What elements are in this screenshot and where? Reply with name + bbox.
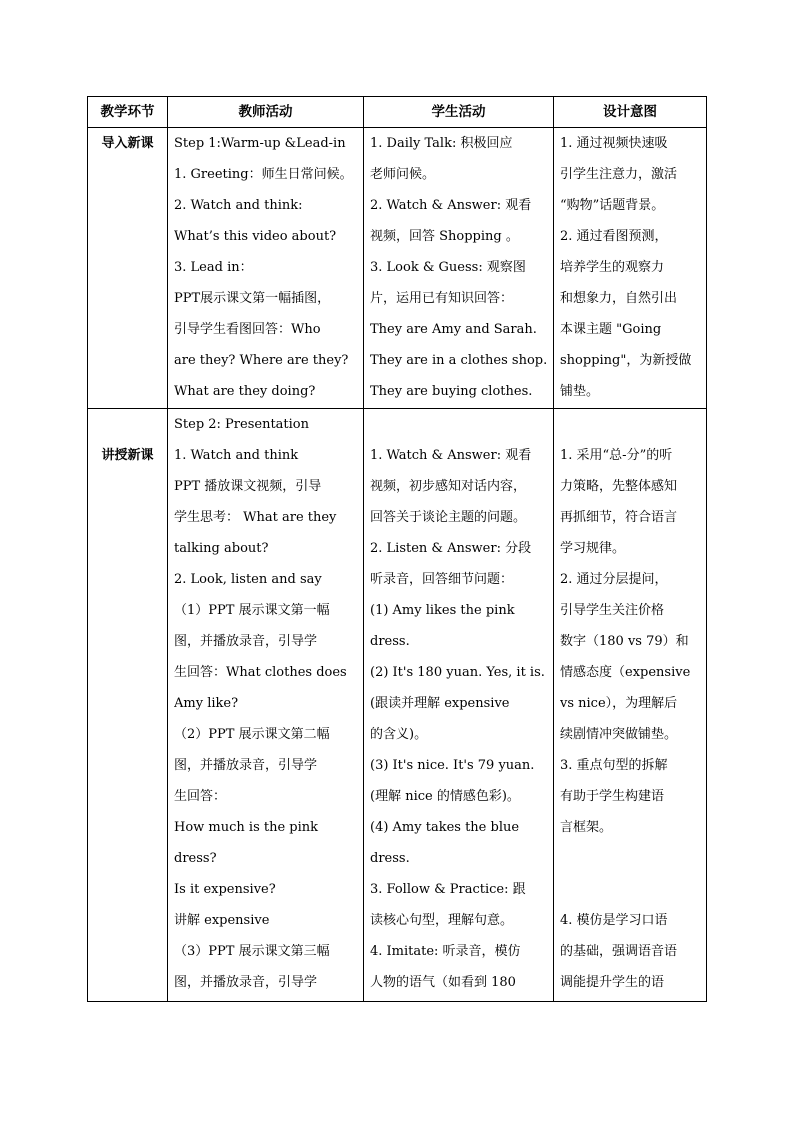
teacher-text-line: 引导学生看图回答：Who [174, 322, 321, 337]
intent-text-line: 引导学生关注价格 [560, 603, 665, 618]
student-text-line: 听录音，回答细节问题： [370, 572, 514, 587]
student-text-line: 3. Look & Guess: 观察图 [370, 260, 526, 275]
teacher-text-line: PPT展示课文第一幅插图， [174, 291, 331, 306]
student-text-line: dress. [370, 851, 410, 866]
header-teacher-activity: 教师活动 [168, 97, 364, 128]
student-text-line: 4. Imitate: 听录音，模仿 [370, 944, 521, 959]
intent-text-line: 本课主题 "Going [560, 322, 662, 337]
student-activity-cell [364, 128, 554, 409]
student-activity-cell [364, 409, 554, 1002]
student-text-line: They are Amy and Sarah. [370, 322, 537, 337]
student-text-line: 读核心句型，理解句意。 [370, 913, 514, 928]
teacher-text-line: 1. Greeting：师生日常问候。 [174, 167, 353, 182]
teacher-text-line: （2）PPT 展示课文第二幅 [174, 727, 330, 742]
header-design-intent: 设计意图 [554, 97, 707, 128]
blank-line [560, 874, 700, 905]
teacher-text-line: dress? [174, 851, 217, 866]
intent-text-line: 1. 通过视频快速吸 [560, 136, 668, 151]
student-text-line: 2. Listen & Answer: 分段 [370, 541, 532, 556]
teacher-text-line: （3）PPT 展示课文第三幅 [174, 944, 330, 959]
intent-text-line: 续剧情冲突做铺垫。 [560, 727, 678, 742]
teacher-text-line: Step 2: Presentation [174, 417, 310, 432]
teacher-text-line: are they? Where are they? [174, 353, 349, 368]
teacher-text-line: 讲解 expensive [174, 913, 270, 928]
intent-text-line: 力策略，先整体感知 [560, 479, 678, 494]
intent-text-line: shopping"，为新授做 [560, 353, 692, 368]
student-text-line: (4) Amy takes the blue [370, 820, 520, 835]
intent-text-line: 和想象力，自然引出 [560, 291, 678, 306]
intent-text-line: 2. 通过看图预测， [560, 229, 668, 244]
student-text-line: (理解 nice 的情感色彩)。 [370, 789, 520, 804]
intent-text-line: 言框架。 [560, 820, 613, 835]
design-intent-cell [554, 128, 707, 409]
blank-line [560, 409, 700, 440]
teacher-text-line: 3. Lead in： [174, 260, 253, 275]
teacher-text-line: 学生思考： What are they [174, 510, 337, 525]
intent-text-line: 学习规律。 [560, 541, 626, 556]
student-text-line: They are in a clothes shop. [370, 353, 547, 368]
student-text-line: 2. Watch & Answer: 观看 [370, 198, 532, 213]
teacher-activity-cell [168, 128, 364, 409]
teacher-text-line: 图，并播放录音，引导学 [174, 975, 318, 990]
header-stage: 教学环节 [88, 97, 168, 128]
teacher-text-line: 2. Watch and think: [174, 198, 303, 213]
teacher-text-line: talking about? [174, 541, 269, 556]
teacher-text-line: PPT 播放课文视频，引导 [174, 479, 322, 494]
teacher-text-line: 生回答： [174, 789, 227, 804]
table-header-row [88, 97, 707, 128]
student-text-line: 片，运用已有知识回答： [370, 291, 514, 306]
intent-text-line: 数字（180 vs 79）和 [560, 634, 689, 649]
stage-cell: 讲授新课 [88, 409, 168, 1002]
teacher-text-line: （1）PPT 展示课文第一幅 [174, 603, 330, 618]
student-text-line: 3. Follow & Practice: 跟 [370, 882, 526, 897]
student-text-line: (1) Amy likes the pink [370, 603, 515, 618]
student-text-line: 的含义)。 [370, 727, 428, 742]
teacher-text-line: 图，并播放录音，引导学 [174, 758, 318, 773]
student-text-line: 老师问候。 [370, 167, 436, 182]
blank-line [560, 843, 700, 874]
intent-text-line: 调能提升学生的语 [560, 975, 665, 990]
header-student-activity: 学生活动 [364, 97, 554, 128]
intent-text-line: 4. 模仿是学习口语 [560, 913, 668, 928]
lesson-plan-table [87, 96, 707, 1002]
student-text-line: 视频，回答 Shopping 。 [370, 229, 519, 244]
intent-text-line: 的基础，强调语音语 [560, 944, 678, 959]
teacher-text-line: What’s this video about? [174, 229, 337, 244]
intent-text-line: vs nice），为理解后 [560, 696, 678, 711]
teacher-text-line: 生回答：What clothes does [174, 665, 347, 680]
intent-text-line: 铺垫。 [560, 384, 600, 399]
student-text-line: 1. Watch & Answer: 观看 [370, 448, 532, 463]
teacher-text-line: Step 1:Warm-up &Lead-in [174, 136, 346, 151]
student-text-line: 人物的语气（如看到 180 [370, 975, 516, 990]
teacher-activity-cell [168, 409, 364, 1002]
intent-text-line: 引学生注意力，激活 [560, 167, 678, 182]
student-text-line: dress. [370, 634, 410, 649]
blank-line [370, 409, 547, 440]
student-text-line: (2) It's 180 yuan. Yes, it is. [370, 665, 545, 680]
intent-text-line: “购物”话题背景。 [560, 198, 665, 213]
student-text-line: 视频，初步感知对话内容， [370, 479, 527, 494]
table-row [88, 128, 707, 409]
intent-text-line: 有助于学生构建语 [560, 789, 665, 804]
teacher-text-line: 2. Look, listen and say [174, 572, 322, 587]
intent-text-line: 1. 采用“总-分”的听 [560, 448, 673, 463]
intent-text-line: 3. 重点句型的拆解 [560, 758, 668, 773]
design-intent-cell [554, 409, 707, 1002]
student-text-line: (跟读并理解 expensive [370, 696, 510, 711]
student-text-line: They are buying clothes. [370, 384, 533, 399]
teacher-text-line: 1. Watch and think [174, 448, 299, 463]
intent-text-line: 情感态度（expensive [560, 665, 691, 680]
intent-text-line: 培养学生的观察力 [560, 260, 665, 275]
intent-text-line: 再抓细节，符合语言 [560, 510, 678, 525]
teacher-text-line: 图，并播放录音，引导学 [174, 634, 318, 649]
teacher-text-line: What are they doing? [174, 384, 316, 399]
student-text-line: (3) It's nice. It's 79 yuan. [370, 758, 535, 773]
table-row [88, 409, 707, 1002]
intent-text-line: 2. 通过分层提问， [560, 572, 668, 587]
stage-cell: 导入新课 [88, 128, 168, 409]
teacher-text-line: Is it expensive? [174, 882, 276, 897]
teacher-text-line: How much is the pink [174, 820, 319, 835]
student-text-line: 回答关于谈论主题的问题。 [370, 510, 527, 525]
teacher-text-line: Amy like? [174, 696, 239, 711]
student-text-line: 1. Daily Talk: 积极回应 [370, 136, 513, 151]
